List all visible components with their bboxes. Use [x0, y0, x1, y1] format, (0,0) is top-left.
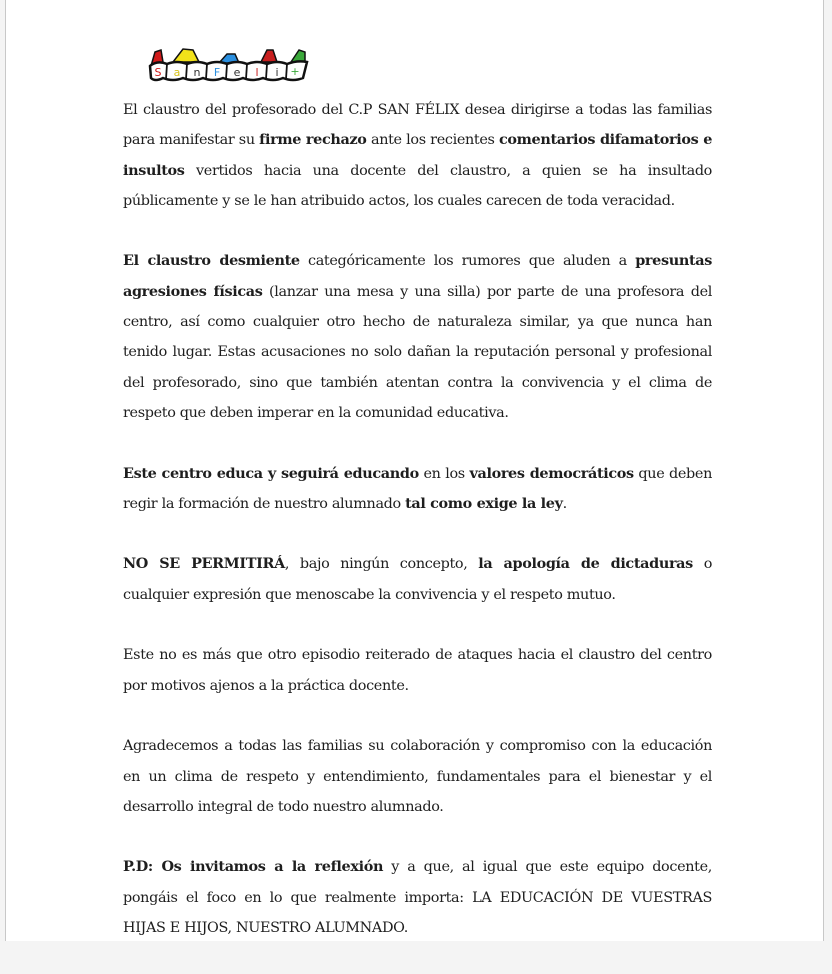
svg-text:l: l: [255, 66, 259, 79]
text: o cualquier expresión que menoscabe la convivencia y el respeto mutuo.: [123, 556, 713, 603]
text: y a que, al igual que este equipo docente, pongáis el foco en lo que realmente importa: LA EDUCACIÓN DE VUESTRAS HIJAS E HIJOS, NUESTRO ALUMNADO.: [123, 859, 712, 937]
paragraph: [123, 549, 712, 610]
text: .: [562, 495, 567, 512]
svg-text:i: i: [275, 66, 279, 79]
paragraph: [123, 95, 712, 216]
bold-text: Este centro educa y seguirá educando: [123, 464, 419, 482]
text: que deben regir la formación de nuestro alumnado: [123, 465, 712, 512]
letter-body: [123, 95, 712, 974]
text: en los: [418, 465, 470, 482]
text: (lanzar una mesa y una silla) por parte de una profesora del centro, así como cualquier otro hecho de naturaleza similar, ya que nunca han tenido lugar. Estas acusaciones no solo dañan la reputación personal y profesional del profesorado, sino que también atentan contra la convivencia y el clima de respeto que deben imperar en la comunidad educativa.: [123, 283, 712, 421]
bold-text: comentarios difamatorios e insultos: [123, 131, 713, 179]
svg-text:+: +: [290, 65, 300, 78]
text: ante los recientes: [366, 132, 499, 149]
bold-text: NO SE PERMITIRÁ: [123, 555, 285, 573]
bold-text: firme rechazo: [259, 131, 367, 149]
text: El claustro del profesorado del C.P SAN FÉLIX desea dirigirse a todas las familias para manifestar su: [123, 102, 712, 149]
school-logo: [147, 44, 309, 86]
text: vertidos hacia una docente del claustro, a quien se ha insultado públicamente y se le han atribuido actos, los cuales carecen de toda veracidad.: [123, 162, 712, 209]
paragraph: [123, 852, 712, 943]
bold-text: El claustro desmiente: [123, 252, 300, 270]
text: , bajo ningún concepto,: [284, 556, 479, 573]
document-page: [5, 0, 824, 941]
bold-text: la apología de dictaduras: [478, 555, 693, 573]
bold-text: tal como exige la ley: [405, 494, 563, 512]
text: Agradecemos a todas las familias su colaboración y compromiso con la educación en un clima de respeto y entendimiento, fundamentales para el bienestar y el desarrollo integral de todo nuestro alumnado.: [123, 738, 712, 815]
text: Este no es más que otro episodio reiterado de ataques hacia el claustro del centro por motivos ajenos a la práctica docente.: [123, 647, 712, 694]
bold-text: P.D: Os invitamos a la reflexión: [123, 858, 384, 876]
svg-text:a: a: [173, 66, 181, 79]
paragraph: [123, 731, 712, 822]
svg-text:F: F: [213, 66, 221, 79]
bold-text: presuntas agresiones físicas: [123, 252, 712, 300]
paragraph: [123, 246, 712, 428]
svg-text:n: n: [193, 66, 201, 79]
text: categóricamente los rumores que aluden a: [299, 253, 636, 270]
svg-text:e: e: [233, 66, 241, 79]
svg-text:S: S: [154, 66, 162, 79]
paragraph: [123, 640, 712, 701]
paragraph: [123, 459, 712, 520]
bold-text: valores democráticos: [469, 464, 634, 482]
